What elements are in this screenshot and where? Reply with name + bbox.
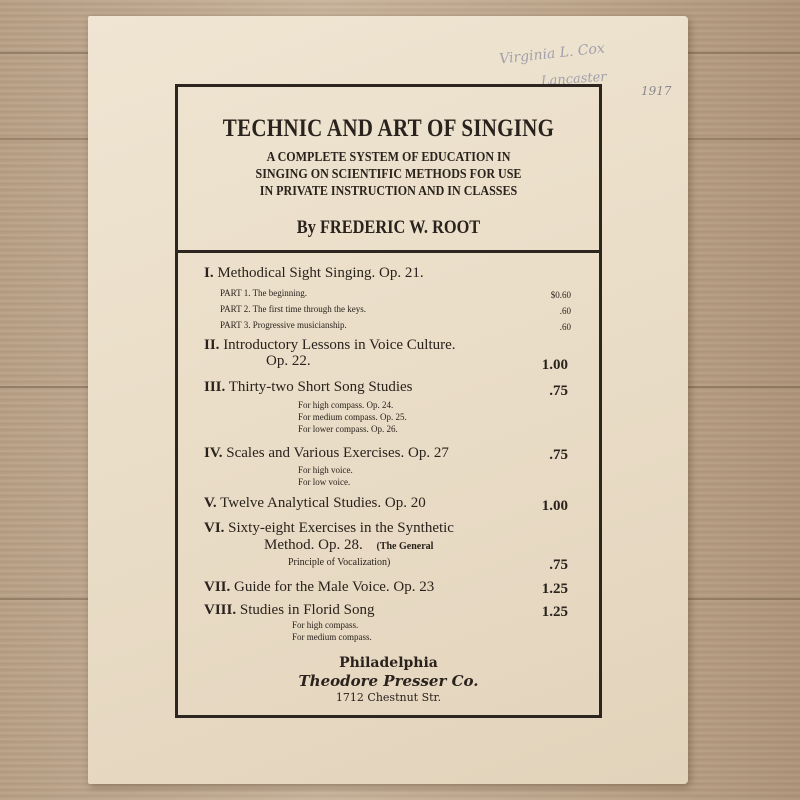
subtitle-line: IN PRIVATE INSTRUCTION AND IN CLASSES xyxy=(259,184,518,199)
entry-title: Twelve Analytical Studies. Op. 20 xyxy=(220,495,426,511)
contents-entry-6 xyxy=(204,520,454,537)
entry-price: .75 xyxy=(549,447,568,463)
publisher-city: Philadelphia xyxy=(339,655,438,671)
entry-note-continued: Principle of Vocalization) xyxy=(288,557,391,568)
entry-price: 1.25 xyxy=(541,581,568,597)
entry-number: IV. xyxy=(204,445,223,461)
entry-price: 1.25 xyxy=(541,604,568,620)
publisher-address: 1712 Chestnut Str. xyxy=(335,691,442,704)
entry-subitem: For low voice. xyxy=(298,477,351,487)
entry-title-continued xyxy=(264,537,433,554)
contents-entry-4 xyxy=(204,445,449,462)
entry-subitem: For medium compass. xyxy=(292,632,372,642)
entry-title: Guide for the Male Voice. Op. 23 xyxy=(234,579,435,595)
entry-number: V. xyxy=(204,495,217,511)
entry-title: Studies in Florid Song xyxy=(239,602,375,618)
entry-price: .75 xyxy=(549,557,568,573)
entry-subitem: For medium compass. Op. 25. xyxy=(298,412,407,422)
entry-number: II. xyxy=(204,337,220,353)
contents-entry-1 xyxy=(204,265,424,282)
entry-number: VII. xyxy=(204,579,231,595)
subtitle-line: A COMPLETE SYSTEM OF EDUCATION IN xyxy=(266,150,511,165)
entry-title: Methodical Sight Singing. Op. 21. xyxy=(217,265,424,281)
entry-title-line: Method. Op. 28. xyxy=(264,537,363,553)
signature-year: 1917 xyxy=(641,84,672,98)
book-author: By FREDERIC W. ROOT xyxy=(296,217,481,238)
title-block xyxy=(178,87,599,253)
entry-number: VI. xyxy=(204,520,225,536)
entry-number: III. xyxy=(204,379,226,395)
entry-number: VIII. xyxy=(204,602,237,618)
book-subtitle xyxy=(218,149,559,200)
contents-entry-7 xyxy=(204,579,434,596)
signature-line-1: Virginia L. Cox xyxy=(498,40,606,68)
book-title: TECHNIC AND ART OF SINGING xyxy=(222,115,555,142)
contents-entry-8 xyxy=(204,602,374,619)
part-label: PART 3. Progressive musicianship. xyxy=(220,320,347,330)
part-price: .60 xyxy=(559,306,571,316)
part-price: .60 xyxy=(559,322,571,332)
entry-price: .75 xyxy=(549,383,568,399)
cover-frame xyxy=(175,84,602,718)
entry-subitem: For high voice. xyxy=(298,465,353,475)
signature-line-2: Lancaster xyxy=(540,69,608,90)
contents-entry-5 xyxy=(204,495,426,512)
entry-note: (The General xyxy=(376,541,434,552)
part-price: $0.60 xyxy=(550,290,571,300)
entry-title: Introductory Lessons in Voice Culture. xyxy=(223,337,456,353)
entry-number: I. xyxy=(204,265,214,281)
entry-subitem: For high compass. Op. 24. xyxy=(298,400,394,410)
entry-title: Thirty-two Short Song Studies xyxy=(228,379,413,395)
entry-title: Scales and Various Exercises. Op. 27 xyxy=(226,445,449,461)
contents-entry-3 xyxy=(204,379,413,396)
publisher-name: Theodore Presser Co. xyxy=(298,672,479,690)
part-label: PART 2. The first time through the keys. xyxy=(220,304,367,314)
entry-title: Sixty-eight Exercises in the Synthetic xyxy=(228,520,454,536)
contents-entry-2 xyxy=(204,337,456,354)
entry-title-continued: Op. 22. xyxy=(266,353,311,369)
entry-price: 1.00 xyxy=(541,357,568,373)
entry-subitem: For lower compass. Op. 26. xyxy=(298,424,398,434)
entry-price: 1.00 xyxy=(541,498,568,514)
subtitle-line: SINGING ON SCIENTIFIC METHODS FOR USE xyxy=(255,167,522,182)
part-label: PART 1. The beginning. xyxy=(220,288,308,298)
entry-subitem: For high compass. xyxy=(292,620,359,630)
